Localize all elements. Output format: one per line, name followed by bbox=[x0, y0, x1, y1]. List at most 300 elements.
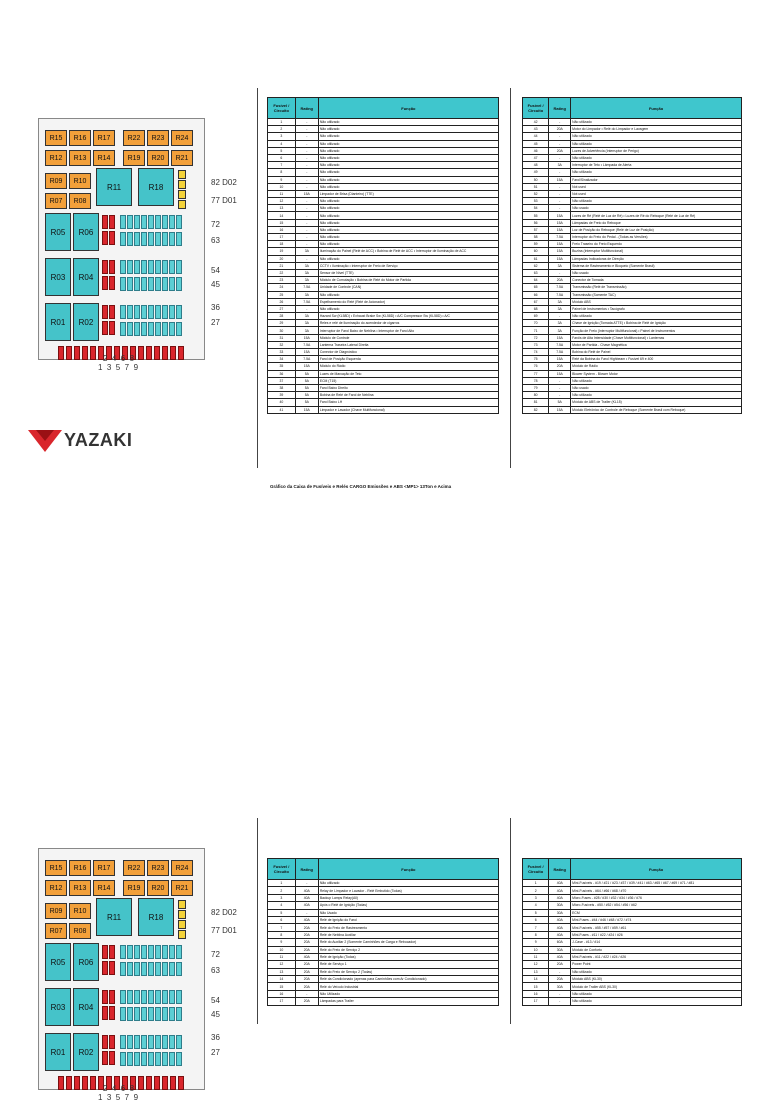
fuse-rating: 40A bbox=[549, 880, 571, 887]
mini-fuse bbox=[169, 1052, 175, 1066]
fuse-rating: - bbox=[549, 133, 571, 140]
fuse-rating: 7.5A bbox=[295, 284, 318, 291]
mini-fuse bbox=[169, 277, 175, 291]
table-row bbox=[268, 349, 499, 356]
relay-r03: R03 bbox=[45, 258, 71, 296]
fuse-number-row: 1 3 5 7 9 bbox=[98, 363, 139, 372]
fuse-rating: 5A bbox=[295, 370, 318, 377]
fuse-number: 57 bbox=[523, 226, 549, 233]
mini-fuse-red bbox=[109, 321, 115, 335]
mini-fuse bbox=[141, 260, 147, 274]
fuse-rating: 15A bbox=[295, 349, 318, 356]
mini-fuse bbox=[176, 232, 182, 246]
table-row bbox=[268, 269, 499, 276]
table-row bbox=[268, 976, 499, 983]
fuse-number: 69 bbox=[523, 313, 549, 320]
maxi-fuse-red bbox=[58, 1076, 64, 1090]
maxi-fuse-red bbox=[90, 1076, 96, 1090]
mini-fuse bbox=[141, 215, 147, 229]
fuse-rating: 7.5A bbox=[295, 356, 318, 363]
mini-fuse bbox=[127, 990, 133, 1004]
fuse-number: 8 bbox=[268, 169, 296, 176]
fuse-table-2 bbox=[522, 97, 742, 414]
table-row bbox=[268, 313, 499, 320]
relay-r09: R09 bbox=[45, 173, 67, 189]
fuse-rating: 15A bbox=[549, 370, 571, 377]
fuse-function: Não utilizado bbox=[318, 205, 498, 212]
relay-r15: R15 bbox=[45, 130, 67, 146]
fuse-range-label: 72 bbox=[211, 950, 220, 959]
mini-fuse bbox=[120, 990, 126, 1004]
fuse-function: Farol/Sinalizador bbox=[571, 176, 742, 183]
fuse-rating: 5A bbox=[295, 392, 318, 399]
fuse-function: Backup Lamps Relay(All) bbox=[318, 894, 498, 901]
fuse-number: 9 bbox=[523, 939, 549, 946]
mini-fuse bbox=[141, 305, 147, 319]
fuse-rating: 15A bbox=[549, 241, 571, 248]
fuse-number: 8 bbox=[523, 931, 549, 938]
fuse-number: 54 bbox=[523, 205, 549, 212]
mini-fuse bbox=[134, 260, 140, 274]
mini-fuse bbox=[148, 945, 154, 959]
fuse-rating: - bbox=[549, 384, 571, 391]
fuse-rating: 15A bbox=[549, 255, 571, 262]
fuse-function: Não utilizado bbox=[571, 313, 742, 320]
fuse-number: 10 bbox=[268, 183, 296, 190]
table-row bbox=[268, 234, 499, 241]
fuse-function: Not used bbox=[571, 183, 742, 190]
mini-fuse bbox=[134, 277, 140, 291]
table-row bbox=[268, 946, 499, 953]
mini-fuse bbox=[176, 277, 182, 291]
fuse-function: Interruptor de Farol Baixo de Neblina • Interruptor de Farol Alto bbox=[318, 327, 498, 334]
mini-fuse-red bbox=[109, 260, 115, 274]
mini-fuse bbox=[162, 962, 168, 976]
mini-fuse bbox=[176, 215, 182, 229]
mini-fuse bbox=[155, 305, 161, 319]
fuse-function: Relé de Serviço 1 bbox=[318, 961, 498, 968]
mini-fuse bbox=[169, 990, 175, 1004]
fuse-number: 32 bbox=[268, 341, 296, 348]
fuse-function: Não utilizado bbox=[571, 377, 742, 384]
fuse-function: Unidade de Controle (CAN) bbox=[318, 284, 498, 291]
column-header: Fusível / Circuito bbox=[268, 98, 296, 119]
table-row bbox=[268, 147, 499, 154]
fuse-number: 30 bbox=[268, 327, 296, 334]
mini-fuse bbox=[176, 945, 182, 959]
table-row bbox=[523, 370, 742, 377]
fuse-number: 12 bbox=[268, 198, 296, 205]
mini-fuse bbox=[155, 990, 161, 1004]
mini-fuse bbox=[169, 945, 175, 959]
table-row bbox=[268, 392, 499, 399]
maxi-fuse-red bbox=[162, 1076, 168, 1090]
table-row bbox=[268, 968, 499, 975]
mini-fuse-red bbox=[109, 1051, 115, 1065]
page-divider bbox=[510, 818, 511, 1024]
fuse-rating: 20A bbox=[295, 976, 318, 983]
relay-r06: R06 bbox=[73, 213, 99, 251]
fuse-number: 16 bbox=[268, 226, 296, 233]
table-row bbox=[523, 154, 742, 161]
fuse-function: Não usado bbox=[571, 384, 742, 391]
fuse-number: 13 bbox=[523, 968, 549, 975]
mini-fuse bbox=[148, 1035, 154, 1049]
fuse-function: Iluminação do Painel (Relé de ACC) • Bobina de Relé de ACC • Interruptor de Iluminação de ACC bbox=[318, 248, 498, 255]
fuse-function: Mini-Fusíveis - #64 / #66 / #68 / #70 bbox=[571, 887, 742, 894]
mini-fuse bbox=[155, 260, 161, 274]
fuse-number: 18 bbox=[268, 241, 296, 248]
fuse-rating: - bbox=[549, 377, 571, 384]
fuse-range-label: 54 bbox=[211, 996, 220, 1005]
fuse-number: 3 bbox=[268, 133, 296, 140]
mini-fuse-red bbox=[102, 321, 108, 335]
fuse-rating: 15A bbox=[295, 406, 318, 413]
fuse-rating: - bbox=[295, 255, 318, 262]
table-row bbox=[523, 313, 742, 320]
table-row bbox=[268, 140, 499, 147]
relay-r24: R24 bbox=[171, 130, 193, 146]
table-row bbox=[523, 133, 742, 140]
table-row bbox=[523, 341, 742, 348]
fuse-rating: 3A bbox=[295, 262, 318, 269]
table-row bbox=[268, 162, 499, 169]
fuse-function: Não utilizado bbox=[571, 198, 742, 205]
mini-fuse bbox=[155, 277, 161, 291]
fuse-rating: - bbox=[549, 392, 571, 399]
fuse-rating: 40A bbox=[549, 894, 571, 901]
relay-r05: R05 bbox=[45, 213, 71, 251]
table-row bbox=[523, 212, 742, 219]
table-row bbox=[268, 126, 499, 133]
mini-fuse bbox=[127, 305, 133, 319]
fuse-range-label: 63 bbox=[211, 966, 220, 975]
relay-r08: R08 bbox=[69, 193, 91, 209]
fuse-rating: - bbox=[295, 205, 318, 212]
mini-fuse bbox=[176, 305, 182, 319]
table-row bbox=[523, 162, 742, 169]
fuse-number: 1 bbox=[523, 880, 549, 887]
table-row bbox=[523, 946, 742, 953]
fuse-function: Power Point bbox=[571, 961, 742, 968]
fuse-number-row: 1 3 5 7 9 bbox=[98, 1093, 139, 1102]
fuse-rating: - bbox=[295, 226, 318, 233]
fuse-number: 76 bbox=[523, 363, 549, 370]
table-row bbox=[523, 176, 742, 183]
relay-r16: R16 bbox=[69, 860, 91, 876]
relay-r20: R20 bbox=[147, 880, 169, 896]
mini-fuse bbox=[134, 945, 140, 959]
table-row bbox=[268, 320, 499, 327]
table-row bbox=[268, 284, 499, 291]
fuse-number-row: 2 4 6 8 bbox=[103, 354, 135, 363]
fuse-function: Relé do Veículo Industrial bbox=[318, 983, 498, 990]
mini-fuse bbox=[176, 962, 182, 976]
fuse-number: 50 bbox=[523, 176, 549, 183]
mini-fuse-red bbox=[102, 215, 108, 229]
mini-fuse bbox=[127, 260, 133, 274]
fuse-function: Reles e relé de Iluminação do acendedor de cigarros bbox=[318, 320, 498, 327]
fuse-number: 15 bbox=[523, 983, 549, 990]
mini-fuse bbox=[155, 232, 161, 246]
relay-r08: R08 bbox=[69, 923, 91, 939]
mini-fuse bbox=[120, 260, 126, 274]
fuse-box-diagram-top bbox=[28, 118, 248, 388]
mini-fuse bbox=[127, 1052, 133, 1066]
fuse-number: 60 bbox=[523, 248, 549, 255]
fuse-function: Limpador de Brisa (Dianteiro) (TTE) bbox=[318, 190, 498, 197]
relay-r13: R13 bbox=[69, 880, 91, 896]
table-row bbox=[523, 924, 742, 931]
relay-r23: R23 bbox=[147, 860, 169, 876]
mini-fuse-red bbox=[109, 990, 115, 1004]
mini-fuse bbox=[120, 1007, 126, 1021]
fuse-function: Conector de Tomada bbox=[571, 277, 742, 284]
fuse-number: 5 bbox=[268, 147, 296, 154]
table-row bbox=[268, 241, 499, 248]
table-caption: Gráfico da Caixa de Fusíveis e Relés CARGO Emissões e ABS <MP1> 13Ton e Acima bbox=[270, 484, 452, 489]
column-header: Fusível / Circuito bbox=[523, 98, 549, 119]
fuse-function: Mini-Fusíveis - #19 / #21 / #23 / #37 / #39 / #41 / #63 / #65 / #67 / #69 / #71 / #81 bbox=[571, 880, 742, 887]
fuse-rating: - bbox=[549, 269, 571, 276]
fuse-number: 16 bbox=[523, 990, 549, 997]
fuse-rating: 3A bbox=[549, 320, 571, 327]
fuse-function: Relé do Freio de Serviço 2 bbox=[318, 946, 498, 953]
fuse-rating: - bbox=[295, 162, 318, 169]
fuse-function: Relé da Condicionado (apenas para Caminhões com Ar Condicionado) bbox=[318, 976, 498, 983]
mini-fuse bbox=[162, 232, 168, 246]
fuse-rating: - bbox=[295, 154, 318, 161]
fuse-rating: 3A bbox=[549, 298, 571, 305]
table-row bbox=[523, 305, 742, 312]
table-row bbox=[268, 399, 499, 406]
table-row bbox=[268, 255, 499, 262]
fuse-range-label: 36 bbox=[211, 303, 220, 312]
fuse-number: 3 bbox=[523, 894, 549, 901]
fuse-function: Sistema de Rastreamento e Bloqueio (Somente Brasil) bbox=[571, 262, 742, 269]
fuse-function: Transmissão (Somente TAC) bbox=[571, 291, 742, 298]
fuse-function: Não utilizado bbox=[571, 968, 742, 975]
table-row bbox=[268, 909, 499, 916]
fuse-function: Não Usado bbox=[318, 909, 498, 916]
fuse-number: 45 bbox=[523, 140, 549, 147]
fuse-rating: 30A bbox=[549, 909, 571, 916]
fuse-rating: - bbox=[295, 198, 318, 205]
fuse-rating: 15A bbox=[549, 334, 571, 341]
fuse-function: Conector de Diagnóstico bbox=[318, 349, 498, 356]
fuse-rating: 30A bbox=[549, 946, 571, 953]
fuse-function: Lâmpadas de Freio do Reboque bbox=[571, 219, 742, 226]
table-row bbox=[268, 205, 499, 212]
fuse-number: 31 bbox=[268, 334, 296, 341]
fuse-box-diagram-bottom bbox=[28, 848, 248, 1118]
fuse-function: Não utilizado bbox=[318, 198, 498, 205]
fuse-function: Luzes de Marcação de Teto bbox=[318, 370, 498, 377]
maxi-fuse bbox=[178, 180, 186, 189]
fuse-rating: - bbox=[549, 154, 571, 161]
fuse-function: Não utilizado bbox=[318, 140, 498, 147]
table-row bbox=[523, 291, 742, 298]
fuse-rating: 15A bbox=[549, 219, 571, 226]
column-header: Função bbox=[318, 859, 498, 880]
relay-r18: R18 bbox=[138, 898, 174, 936]
maxi-fuse-red bbox=[66, 1076, 72, 1090]
mini-fuse bbox=[169, 1007, 175, 1021]
relay-r12: R12 bbox=[45, 150, 67, 166]
maxi-fuse bbox=[178, 910, 186, 919]
fuse-rating: - bbox=[295, 126, 318, 133]
mini-fuse-red bbox=[102, 1051, 108, 1065]
relay-r02: R02 bbox=[73, 1033, 99, 1071]
relay-r14: R14 bbox=[93, 150, 115, 166]
fuse-number: 21 bbox=[268, 262, 296, 269]
fuse-number: 56 bbox=[523, 219, 549, 226]
mini-fuse bbox=[127, 1035, 133, 1049]
table-row bbox=[523, 327, 742, 334]
column-header: Fusível / Circuito bbox=[523, 859, 549, 880]
table-row bbox=[268, 198, 499, 205]
fuse-range-label: 45 bbox=[211, 280, 220, 289]
fuse-rating: - bbox=[295, 241, 318, 248]
fuse-function: Faróis de Alta Intensidade (Chave Multifuncional) • Lanternas bbox=[571, 334, 742, 341]
fuse-range-label: 54 bbox=[211, 266, 220, 275]
fuse-function: Não utilizado bbox=[571, 119, 742, 126]
fuse-function: Motor de Partida - Chave Magnética bbox=[571, 341, 742, 348]
fuse-number: 26 bbox=[268, 298, 296, 305]
fuse-rating: 40A bbox=[295, 902, 318, 909]
table-row bbox=[523, 140, 742, 147]
fuse-function: Lanterna Traseira Lateral Direita bbox=[318, 341, 498, 348]
fuse-function: Após o Relé de Ignição (Todas) bbox=[318, 902, 498, 909]
mini-fuse bbox=[127, 962, 133, 976]
maxi-fuse-red bbox=[74, 346, 80, 360]
fuse-number: 59 bbox=[523, 241, 549, 248]
mini-fuse bbox=[134, 215, 140, 229]
fuse-rating: - bbox=[295, 990, 318, 997]
mini-fuse bbox=[162, 945, 168, 959]
fuse-function: Não utilizado bbox=[318, 241, 498, 248]
table-row bbox=[268, 880, 499, 887]
table-row bbox=[268, 226, 499, 233]
fuse-number: 23 bbox=[268, 277, 296, 284]
column-header: Fusível / Circuito bbox=[268, 859, 296, 880]
relay-r11: R11 bbox=[96, 898, 132, 936]
table-row bbox=[523, 363, 742, 370]
fuse-range-label: 63 bbox=[211, 236, 220, 245]
fuse-number: 28 bbox=[268, 313, 296, 320]
fuse-function: Não utilizado bbox=[318, 126, 498, 133]
column-header: Função bbox=[571, 859, 742, 880]
table-row bbox=[268, 990, 499, 997]
fuse-number: 71 bbox=[523, 327, 549, 334]
fuse-function: Relé do Auxiliar 2 (Somente Caminhões de Carga e Rebocador) bbox=[318, 939, 498, 946]
fuse-function: Interruptor do Freio do Pedal - (Todas as Versões) bbox=[571, 234, 742, 241]
mini-fuse bbox=[134, 962, 140, 976]
brand-name: YAZAKI bbox=[64, 430, 133, 450]
relay-r05: R05 bbox=[45, 943, 71, 981]
fuse-rating: - bbox=[549, 140, 571, 147]
fuse-rating: 20A bbox=[295, 983, 318, 990]
fuse-function: Não usado bbox=[571, 269, 742, 276]
mini-fuse-red bbox=[109, 231, 115, 245]
maxi-fuse-red bbox=[82, 1076, 88, 1090]
mini-fuse bbox=[141, 277, 147, 291]
fuse-function: Bobina do Relé de Painel bbox=[571, 349, 742, 356]
table-row bbox=[268, 924, 499, 931]
mini-fuse bbox=[127, 1007, 133, 1021]
fuse-rating: 20A bbox=[295, 961, 318, 968]
fuse-rating: 20A bbox=[549, 976, 571, 983]
fuse-number: 43 bbox=[523, 126, 549, 133]
mini-fuse bbox=[127, 232, 133, 246]
fuse-rating: - bbox=[295, 119, 318, 126]
table-row bbox=[268, 384, 499, 391]
fuse-number: 5 bbox=[268, 909, 296, 916]
table-row bbox=[268, 327, 499, 334]
table-row bbox=[523, 205, 742, 212]
fuse-function: Módulo de Trailer ABS (KL30) bbox=[571, 983, 742, 990]
fuse-rating: 7.5A bbox=[549, 234, 571, 241]
table-row bbox=[268, 154, 499, 161]
fuse-function: J-Case - #13 / #14 bbox=[571, 939, 742, 946]
fuse-number: 35 bbox=[268, 363, 296, 370]
fuse-function: Farol Baixo LH bbox=[318, 399, 498, 406]
fuse-range-label: 36 bbox=[211, 1033, 220, 1042]
mini-fuse bbox=[176, 260, 182, 274]
mini-fuse-red bbox=[102, 1006, 108, 1020]
table-row bbox=[523, 961, 742, 968]
maxi-fuse-red bbox=[90, 346, 96, 360]
fuse-function: Micro-Fuses - #28 / #30 / #32 / #34 / #36 / #76 bbox=[571, 894, 742, 901]
fuse-number: 51 bbox=[523, 183, 549, 190]
fuse-number: 2 bbox=[268, 887, 296, 894]
fuse-number: 81 bbox=[523, 399, 549, 406]
fuse-range-label: 77 D01 bbox=[211, 926, 237, 935]
mini-fuse bbox=[148, 962, 154, 976]
fuse-number: 44 bbox=[523, 133, 549, 140]
mini-fuse bbox=[134, 232, 140, 246]
fuse-number: 5 bbox=[523, 909, 549, 916]
fuse-rating: 15A bbox=[295, 334, 318, 341]
fuse-number: 6 bbox=[268, 916, 296, 923]
fuse-rating: 7.5A bbox=[549, 341, 571, 348]
fuse-function: Hazard Sw (KL58D) • Exhaust Brake Sw (KL58D) • A/C Compressor Sw (KL58D) • A/C bbox=[318, 313, 498, 320]
fuse-function: Não utilizado bbox=[571, 169, 742, 176]
maxi-fuse-red bbox=[74, 1076, 80, 1090]
relay-r17: R17 bbox=[93, 130, 115, 146]
fuse-function: Não utilizado bbox=[318, 255, 498, 262]
table-row bbox=[523, 931, 742, 938]
fuse-rating: 3A bbox=[549, 262, 571, 269]
mini-fuse bbox=[148, 322, 154, 336]
fuse-number: 62 bbox=[523, 262, 549, 269]
mini-fuse bbox=[169, 322, 175, 336]
relay-r24: R24 bbox=[171, 860, 193, 876]
mini-fuse bbox=[141, 1035, 147, 1049]
fuse-number: 49 bbox=[523, 169, 549, 176]
table-row bbox=[523, 190, 742, 197]
table-row bbox=[268, 176, 499, 183]
fuse-number: 20 bbox=[268, 255, 296, 262]
mini-fuse-red bbox=[102, 260, 108, 274]
fuse-number: 17 bbox=[268, 234, 296, 241]
mini-fuse bbox=[120, 1035, 126, 1049]
fuse-number: 73 bbox=[523, 341, 549, 348]
mini-fuse bbox=[169, 305, 175, 319]
fuse-function: Não utilizado bbox=[318, 119, 498, 126]
fuse-rating: 40A bbox=[295, 916, 318, 923]
yazaki-logo-icon bbox=[28, 430, 62, 452]
